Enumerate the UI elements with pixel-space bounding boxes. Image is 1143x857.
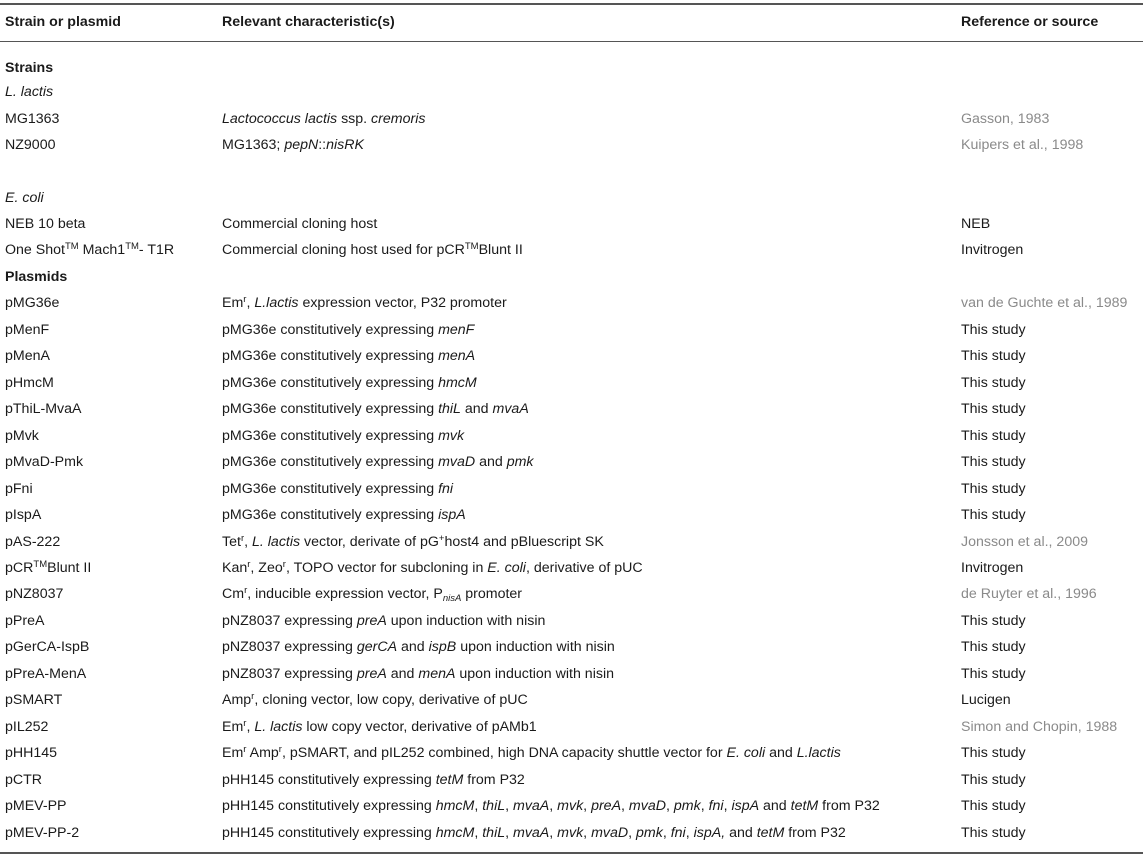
table-row	[0, 687, 1143, 713]
section-strains	[0, 55, 1143, 81]
characteristic: Em$^r$ Amp$^r$, pSMART, and pIL252 combined, high DNA capacity shuttle vector for E. coli and L.lactis	[222, 744, 841, 761]
reference: de Ruyter et al., 1996	[961, 586, 1097, 602]
characteristic: pMG36e constitutively expressing fni	[222, 481, 454, 497]
characteristic: MG1363; pepN::nisRK	[222, 137, 364, 153]
reference: This study	[961, 772, 1026, 788]
table-row	[0, 237, 1143, 263]
plasmid-name: pMenF	[5, 322, 50, 338]
table-row	[0, 820, 1143, 846]
reference: This study	[961, 401, 1026, 417]
characteristic: Em$^r$, L. lactis low copy vector, derivative of pAMb1	[222, 718, 537, 735]
characteristic: Kan$^r$, Zeo$^r$, TOPO vector for subcloning in E. coli, derivative of pUC	[222, 559, 643, 576]
characteristic: Commercial cloning host	[222, 216, 378, 232]
table-row	[0, 767, 1143, 793]
plasmid-name: pCTR	[5, 772, 43, 788]
table-row	[0, 396, 1143, 422]
section-ecoli	[0, 185, 1143, 211]
table-row	[0, 793, 1143, 819]
table-row	[0, 740, 1143, 766]
reference: Kuipers et al., 1998	[961, 137, 1084, 153]
reference: This study	[961, 348, 1026, 364]
table-row	[0, 211, 1143, 237]
table-row	[0, 476, 1143, 502]
reference: Invitrogen	[961, 560, 1024, 576]
table-row	[0, 555, 1143, 581]
reference: This study	[961, 745, 1026, 761]
characteristic: pMG36e constitutively expressing menA	[222, 348, 476, 364]
plasmid-name: pCR™Blunt II	[5, 559, 92, 576]
plasmid-name: pIspA	[5, 507, 42, 523]
plasmid-name: pFni	[5, 481, 33, 497]
table-row	[0, 529, 1143, 555]
table-header-rule	[0, 41, 1143, 42]
plasmid-name: pThiL-MvaA	[5, 401, 82, 417]
reference: Lucigen	[961, 692, 1011, 708]
plasmid-name: pMvk	[5, 428, 39, 444]
table-row	[0, 290, 1143, 316]
characteristic: pHH145 constitutively expressing hmcM, thiL, mvaA, mvk, mvaD, pmk, fni, ispA, and tetM from P32	[222, 825, 846, 841]
reference: Invitrogen	[961, 242, 1024, 258]
reference: This study	[961, 666, 1026, 682]
table-row	[0, 132, 1143, 158]
characteristic: Lactococcus lactis ssp. cremoris	[222, 111, 426, 127]
plasmid-name: pHH145	[5, 745, 58, 761]
reference: This study	[961, 454, 1026, 470]
plasmid-name: pMenA	[5, 348, 50, 364]
plasmid-name: pSMART	[5, 692, 63, 708]
reference: Jonsson et al., 2009	[961, 534, 1088, 550]
table-row	[0, 343, 1143, 369]
characteristic: Amp$^r$, cloning vector, low copy, derivative of pUC	[222, 691, 528, 708]
table-row	[0, 449, 1143, 475]
strain-name: NEB 10 beta	[5, 216, 86, 232]
header-characteristics: Relevant characteristic(s)	[222, 14, 395, 30]
characteristic: Cm$^r$, inducible expression vector, $P_{nisA}$ promoter	[222, 585, 523, 604]
reference: Gasson, 1983	[961, 111, 1050, 127]
reference: This study	[961, 322, 1026, 338]
reference: van de Guchte et al., 1989	[961, 295, 1128, 311]
characteristic: pMG36e constitutively expressing ispA	[222, 507, 466, 523]
reference: This study	[961, 375, 1026, 391]
plasmid-name: pMEV-PP-2	[5, 825, 80, 841]
table-row	[0, 317, 1143, 343]
characteristic: pMG36e constitutively expressing thiL and mvaA	[222, 401, 529, 417]
section-label: Strains	[5, 60, 54, 76]
characteristic: pHH145 constitutively expressing hmcM, thiL, mvaA, mvk, preA, mvaD, pmk, fni, ispA and tetM from P32	[222, 798, 880, 814]
characteristic: pHH145 constitutively expressing tetM from P32	[222, 772, 525, 788]
characteristic: pMG36e constitutively expressing menF	[222, 322, 475, 338]
characteristic: Tet$^r$, L. lactis vector, derivate of pG+host4 and pBluescript SK	[222, 533, 604, 550]
reference: Simon and Chopin, 1988	[961, 719, 1118, 735]
table-row	[0, 608, 1143, 634]
plasmid-name: pIL252	[5, 719, 49, 735]
reference: NEB	[961, 216, 991, 232]
plasmid-name: pGerCA-IspB	[5, 639, 90, 655]
reference: This study	[961, 613, 1026, 629]
section-plasmids	[0, 264, 1143, 290]
subsection-label: E. coli	[5, 190, 44, 206]
table-row	[0, 370, 1143, 396]
table-row	[0, 502, 1143, 528]
characteristic: pMG36e constitutively expressing mvaD and pmk	[222, 454, 534, 470]
plasmid-name: pMEV-PP	[5, 798, 67, 814]
table-row	[0, 581, 1143, 607]
section-llactis	[0, 79, 1143, 105]
reference: This study	[961, 428, 1026, 444]
section-label: Plasmids	[5, 269, 68, 285]
plasmid-name: pAS-222	[5, 534, 61, 550]
reference: This study	[961, 507, 1026, 523]
reference: This study	[961, 639, 1026, 655]
plasmid-name: pMG36e	[5, 295, 60, 311]
table-top-rule	[0, 3, 1143, 5]
table-row	[0, 634, 1143, 660]
strain-name: NZ9000	[5, 137, 56, 153]
table-row	[0, 714, 1143, 740]
strain-name: One Shot™ Mach1™- T1R	[5, 241, 175, 258]
table-row	[0, 661, 1143, 687]
reference: This study	[961, 825, 1026, 841]
strain-name: MG1363	[5, 111, 60, 127]
plasmid-name: pHmcM	[5, 375, 54, 391]
reference: This study	[961, 798, 1026, 814]
header-reference: Reference or source	[961, 14, 1099, 30]
table-row	[0, 423, 1143, 449]
subsection-label: L. lactis	[5, 84, 54, 100]
plasmid-name: pPreA-MenA	[5, 666, 87, 682]
characteristic: pMG36e constitutively expressing hmcM	[222, 375, 477, 391]
characteristic: pMG36e constitutively expressing mvk	[222, 428, 465, 444]
header-strain: Strain or plasmid	[5, 14, 121, 30]
characteristic: pNZ8037 expressing preA and menA upon induction with nisin	[222, 666, 614, 682]
characteristic: pNZ8037 expressing gerCA and ispB upon induction with nisin	[222, 639, 615, 655]
table-bottom-rule	[0, 852, 1143, 854]
plasmid-name: pPreA	[5, 613, 45, 629]
table-row	[0, 106, 1143, 132]
plasmid-name: pMvaD-Pmk	[5, 454, 84, 470]
characteristic: Commercial cloning host used for pCR™Blunt II	[222, 241, 523, 258]
table-header-row	[0, 9, 1143, 35]
characteristic: Em$^r$, L.lactis expression vector, P32 promoter	[222, 294, 507, 311]
plasmid-name: pNZ8037	[5, 586, 64, 602]
characteristic: pNZ8037 expressing preA upon induction with nisin	[222, 613, 546, 629]
reference: This study	[961, 481, 1026, 497]
